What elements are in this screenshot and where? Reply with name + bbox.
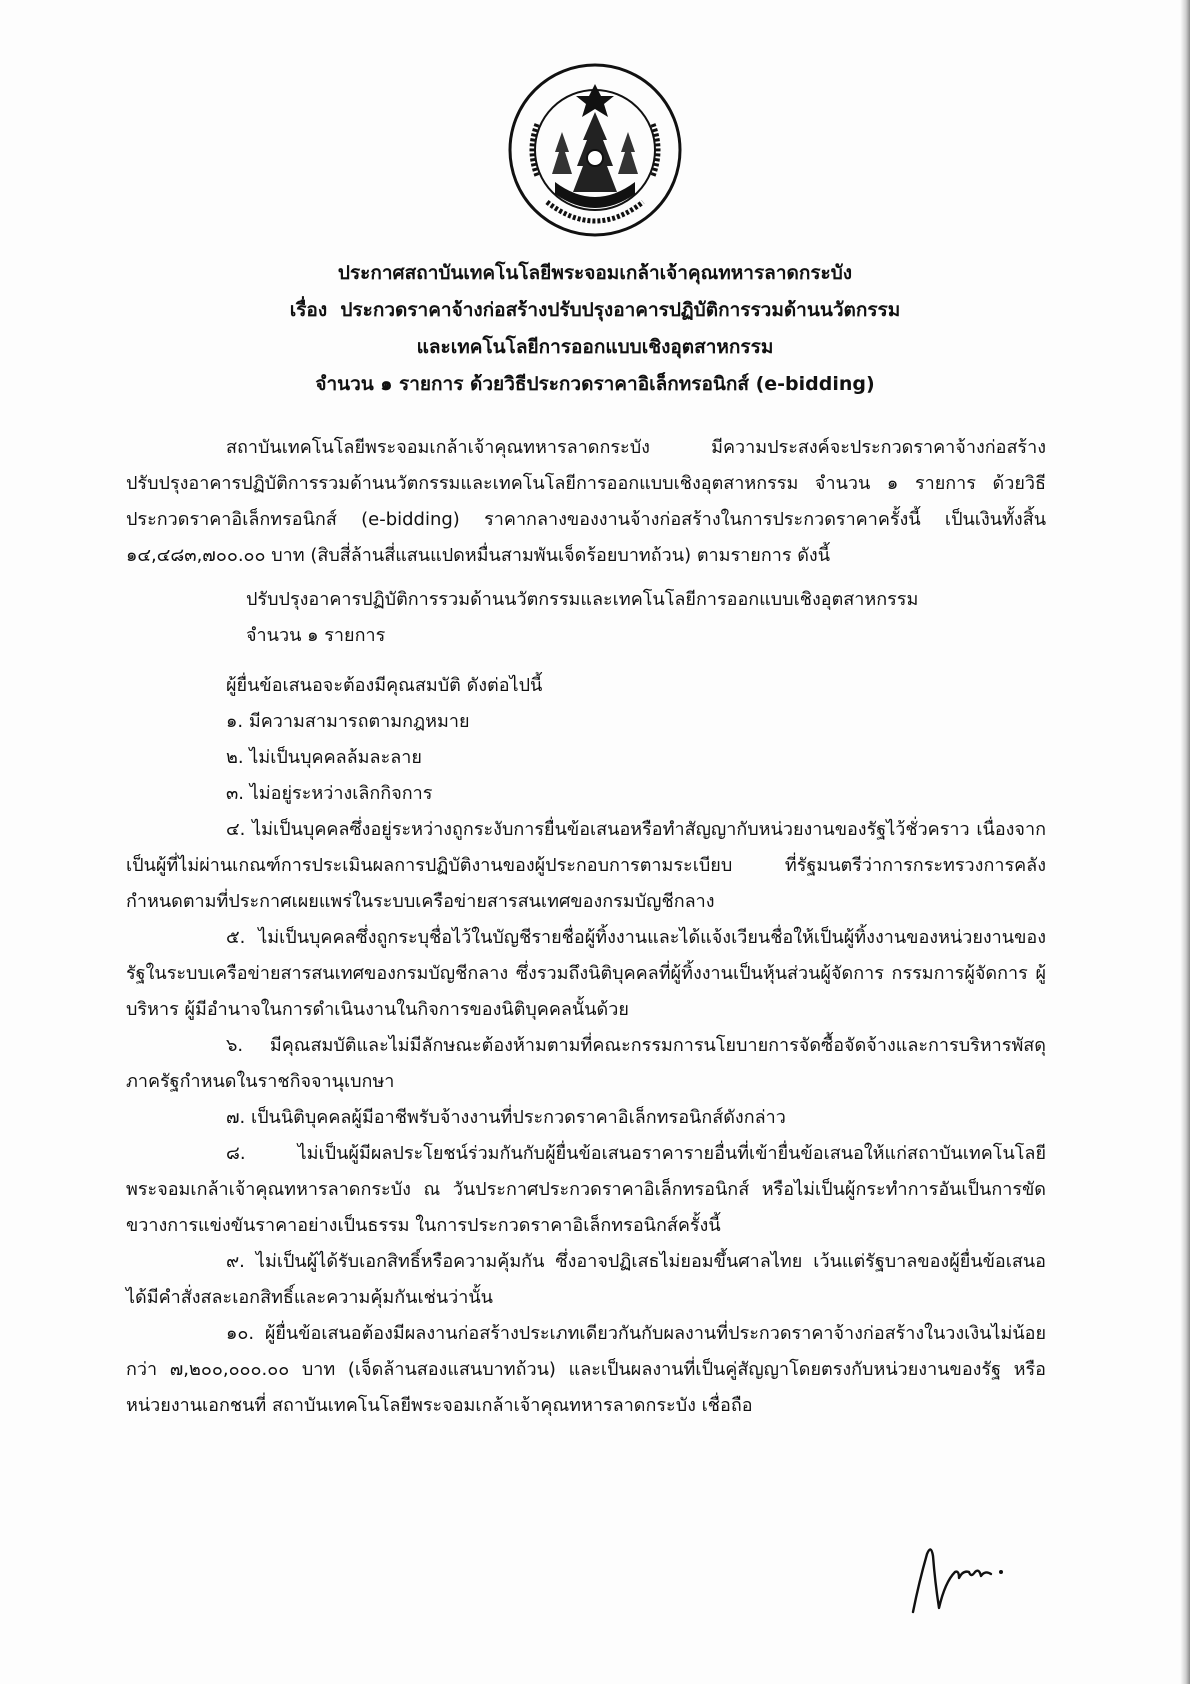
- qualifications-heading: ผู้ยื่นข้อเสนอจะต้องมีคุณสมบัติ ดังต่อไปนี้: [226, 675, 543, 696]
- qualification-item: ๕. ไม่เป็นบุคคลซึ่งถูกระบุชื่อไว้ในบัญชีรายชื่อผู้ทิ้งงานและได้แจ้งเวียนชื่อให้เป็นผู้ทิ้งงานของหน่วยงานของรัฐในระบบเครือข่ายสารสนเทศของกรมบัญชีกลาง ซึ่งรวมถึงนิติบุคคลที่ผู้ทิ้งงานเป็นหุ้นส่วนผู้จัดการ กรรมการผู้จัดการ ผู้บริหาร ผู้มีอำนาจในการดำเนินงานในกิจการของนิติบุคคลนั้นด้วย: [126, 927, 1046, 1020]
- item-quantity: จำนวน ๑ รายการ: [246, 625, 386, 646]
- qualification-item: ๓. ไม่อยู่ระหว่างเลิกกิจการ: [226, 783, 433, 804]
- qualification-item: ๒. ไม่เป็นบุคคลล้มละลาย: [226, 747, 422, 768]
- institute-seal-icon: [507, 62, 683, 238]
- qualification-item: ๘. ไม่เป็นผู้มีผลประโยชน์ร่วมกันกับผู้ยื่นข้อเสนอราคารายอื่นที่เข้ายื่นข้อเสนอให้แก่สถาบันเทคโนโลยีพระจอมเกล้าเจ้าคุณทหารลาดกระบัง ณ วันประกาศประกวดราคาอิเล็กทรอนิกส์ หรือไม่เป็นผู้กระทำการอันเป็นการขัดขวางการแข่งขันราคาอย่างเป็นธรรม ในการประกวดราคาอิเล็กทรอนิกส์ครั้งนี้: [126, 1143, 1046, 1236]
- scan-edge: [1180, 0, 1190, 1684]
- heading-line-1: ประกาศสถาบันเทคโนโลยีพระจอมเกล้าเจ้าคุณทหารลาดกระบัง: [337, 262, 853, 284]
- item-name: ปรับปรุงอาคารปฏิบัติการรวมด้านนวัตกรรมและเทคโนโลยีการออกแบบเชิงอุตสาหกรรม: [246, 589, 919, 610]
- subject-label: เรื่อง: [289, 299, 328, 321]
- heading-subject-line-1: [130, 292, 1060, 329]
- qualification-item: ๗. เป็นนิติบุคคลผู้มีอาชีพรับจ้างงานที่ประกวดราคาอิเล็กทรอนิกส์ดังกล่าว: [226, 1107, 786, 1128]
- qualification-item: ๖. มีคุณสมบัติและไม่มีลักษณะต้องห้ามตามที่คณะกรรมการนโยบายการจัดซื้อจัดจ้างและการบริหารพัสดุภาครัฐกำหนดในราชกิจจานุเบกษา: [126, 1035, 1046, 1092]
- qualification-item: ๔. ไม่เป็นบุคคลซึ่งอยู่ระหว่างถูกระงับการยื่นข้อเสนอหรือทำสัญญากับหน่วยงานของรัฐไว้ชั่วคราว เนื่องจากเป็นผู้ที่ไม่ผ่านเกณฑ์การประเมินผลการปฏิบัติงานของผู้ประกอบการตามระเบียบ ที่รัฐมนตรีว่าการกระทรวงการคลังกำหนดตามที่ประกาศเผยแพร่ในระบบเครือข่ายสารสนเทศของกรมบัญชีกลาง: [126, 819, 1046, 912]
- announcement-heading: [130, 255, 1060, 403]
- qualification-item: ๑. มีความสามารถตามกฎหมาย: [226, 711, 470, 732]
- intro-paragraph: สถาบันเทคโนโลยีพระจอมเกล้าเจ้าคุณทหารลาดกระบัง มีความประสงค์จะประกวดราคาจ้างก่อสร้างปรับปรุงอาคารปฏิบัติการรวมด้านนวัตกรรมและเทคโนโลยีการออกแบบเชิงอุตสาหกรรม จำนวน ๑ รายการ ด้วยวิธีประกวดราคาอิเล็กทรอนิกส์ (e-bidding) ราคากลางของงานจ้างก่อสร้างในการประกวดราคาครั้งนี้ เป็นเงินทั้งสิ้น ๑๔,๔๘๓,๗๐๐.๐๐ บาท (สิบสี่ล้านสี่แสนแปดหมื่นสามพันเจ็ดร้อยบาทถ้วน) ตามรายการ ดังนี้: [126, 437, 1046, 566]
- handwritten-signature-icon: [905, 1542, 1015, 1622]
- subject-text-1: ประกวดราคาจ้างก่อสร้างปรับปรุงอาคารปฏิบัติการรวมด้านนวัตกรรม: [340, 299, 901, 321]
- qualification-item: ๑๐. ผู้ยื่นข้อเสนอต้องมีผลงานก่อสร้างประเภทเดียวกันกับผลงานที่ประกวดราคาจ้างก่อสร้างในวงเงินไม่น้อยกว่า ๗,๒๐๐,๐๐๐.๐๐ บาท (เจ็ดล้านสองแสนบาทถ้วน) และเป็นผลงานที่เป็นคู่สัญญาโดยตรงกับหน่วยงานของรัฐ หรือหน่วยงานเอกชนที่ สถาบันเทคโนโลยีพระจอมเกล้าเจ้าคุณทหารลาดกระบัง เชื่อถือ: [126, 1323, 1046, 1416]
- document-body: [126, 430, 1046, 1424]
- heading-subject-line-2: และเทคโนโลยีการออกแบบเชิงอุตสาหกรรม: [416, 336, 774, 358]
- heading-subject-line-3: จำนวน ๑ รายการ ด้วยวิธีประกวดราคาอิเล็กทรอนิกส์ (e-bidding): [315, 373, 875, 395]
- qualification-item: ๙. ไม่เป็นผู้ได้รับเอกสิทธิ์หรือความคุ้มกัน ซึ่งอาจปฏิเสธไม่ยอมขึ้นศาลไทย เว้นแต่รัฐบาลของผู้ยื่นข้อเสนอได้มีคำสั่งสละเอกสิทธิ์และความคุ้มกันเช่นว่านั้น: [126, 1251, 1046, 1308]
